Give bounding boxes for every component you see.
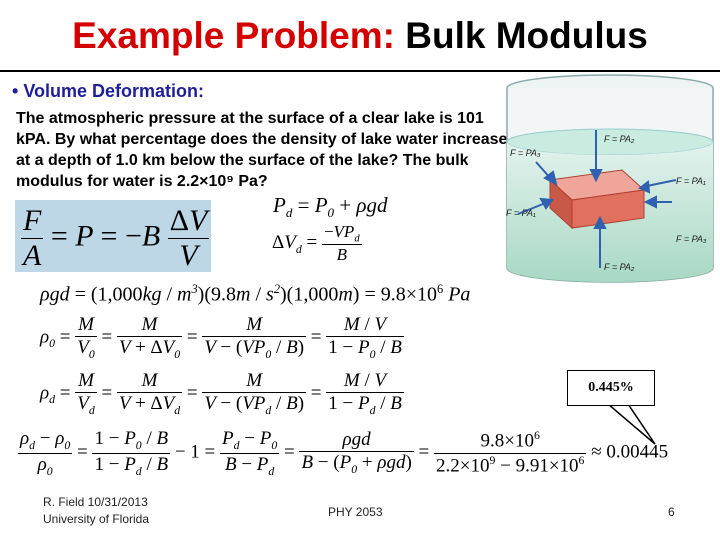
slide-title: Example Problem: Bulk Modulus — [72, 15, 648, 56]
force-label-left-lower: F = PA₁ — [506, 208, 536, 218]
page-number: 6 — [668, 505, 675, 519]
percentage-callout: 0.445% — [567, 370, 655, 406]
volume-change-equation: $\Delta V_d$ = $\frac{-VP_d}{B}$ — [272, 222, 360, 265]
force-label-right-lower: F = PA₃ — [676, 234, 707, 244]
footer-course: PHY 2053 — [328, 505, 383, 519]
force-label-right-upper: F = PA₁ — [676, 176, 706, 186]
footer-author: R. Field 10/31/2013 — [43, 495, 148, 509]
lake-figure — [500, 72, 720, 286]
force-label-bottom: F = PA₂ — [604, 262, 635, 272]
density-ratio-equation: $\frac{\rho_d - \rho_0}{\rho_0}$ = $\frac{1 - P_0 / B}{1 - P_d / B}$ − 1 = $\frac{P_d - P_0}{B - P_d}$ = $\frac{\text{ρgd}}{B - (P_0 + \rho gd)}$ = $\frac{9.8\times 10^6}{2.2\times 10^9 - 9.91\times 10^6}$ ≈ 0.00445 — [20, 428, 669, 478]
problem-text: The atmospheric pressure at the surface of a clear lake is 101 kPA. By what percentage does the density of lake water increase at a depth of 1.0 km below the surface of the lake? The bulk modulus for water is 2.2×10⁹ Pa? — [16, 110, 508, 190]
bulk-modulus-equation: $\frac{F}{A}$ = P = −B $\frac{\Delta V}{V}$ — [15, 200, 211, 272]
rho-g-d-equation: $\rho gd = (1,000kg / m^3)(9.8m / s^2)(1,000m) = 9.8\times 10^6$ Pa — [40, 282, 471, 306]
depth-pressure-equation: $P_d = P_0 + \rho gd$ — [273, 193, 388, 221]
rho-d-equation: $\rho_d$ = $\frac{M}{V_d}$ = $\frac{M}{V + \Delta V_d}$ = $\frac{M}{V - (VP_d / B)}$ = $\frac{M / V}{1 - P_d / B}$ — [40, 370, 402, 417]
force-label-left-upper: F = PA₃ — [510, 148, 541, 158]
result-value: ≈ 0.00445 — [591, 441, 669, 463]
bullet-label: Volume Deformation: — [23, 81, 204, 101]
footer-institution: University of Florida — [43, 512, 150, 526]
force-label-top: F = PA₂ — [604, 134, 635, 144]
bullet-heading: • Volume Deformation: — [12, 81, 204, 101]
rho-zero-equation: $\rho_0$ = $\frac{M}{V_0}$ = $\frac{M}{V + \Delta V_0}$ = $\frac{M}{V - (VP_0 / B)}$ = $\frac{M / V}{1 - P_0 / B}$ — [40, 314, 402, 361]
